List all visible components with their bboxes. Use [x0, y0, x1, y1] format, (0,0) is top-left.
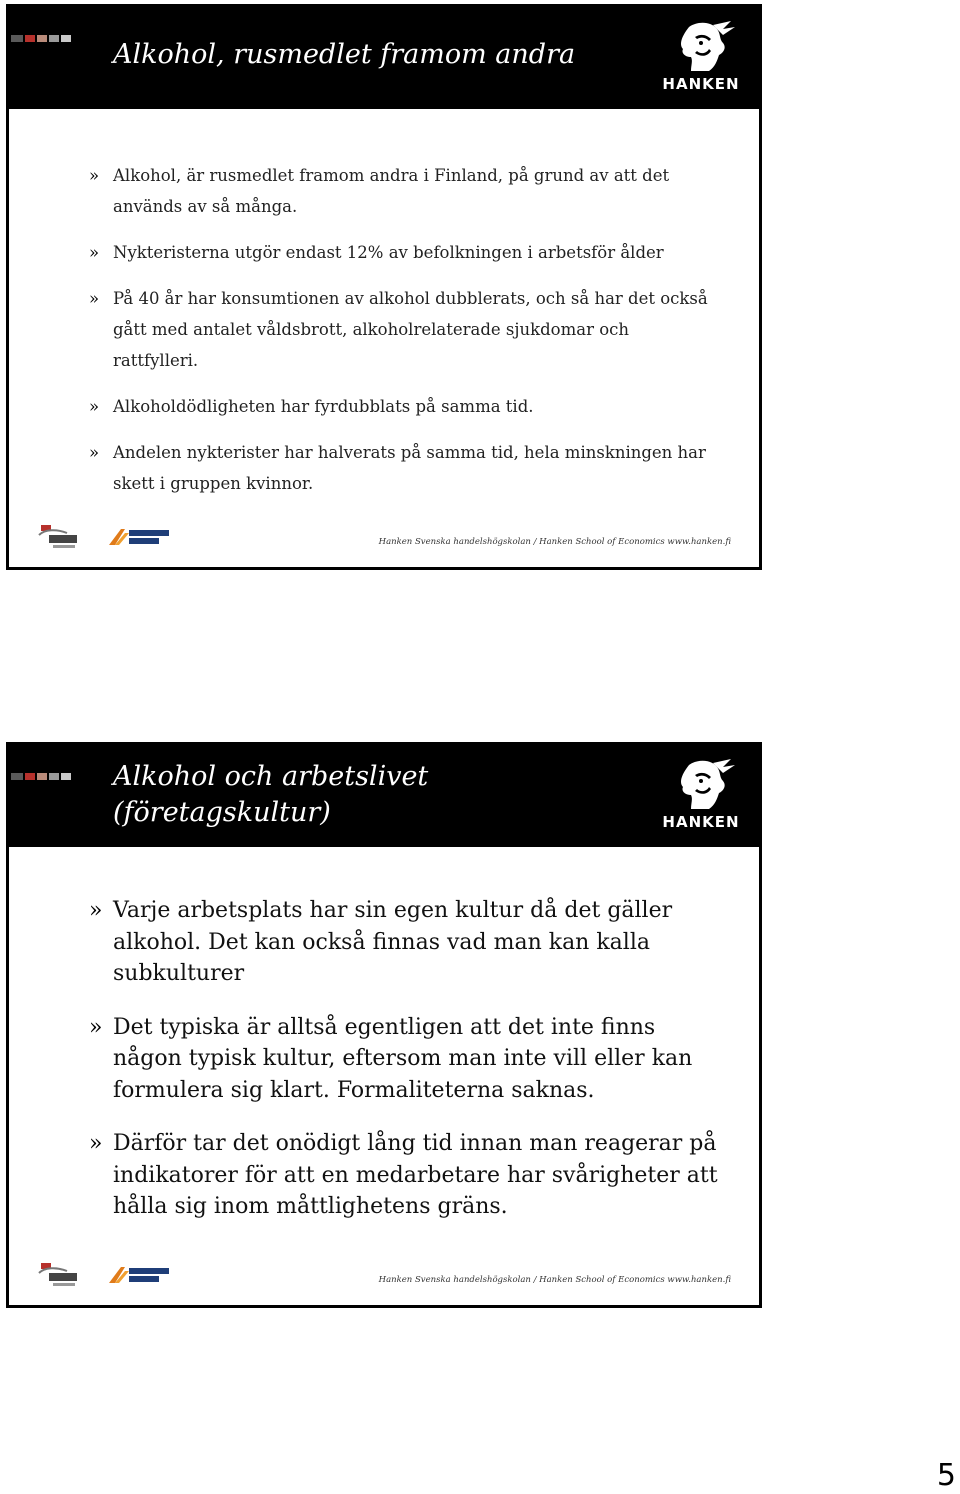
bullet-text: Alkohol, är rusmedlet framom andra i Finland, på grund av att det används av så många. [113, 166, 670, 216]
bullet-text: Alkoholdödligheten har fyrdubblats på samma tid. [113, 397, 534, 416]
bullet-text: Nykteristerna utgör endast 12% av befolkningen i arbetsför ålder [113, 243, 664, 262]
list-item [89, 283, 709, 376]
list-item [89, 1012, 729, 1107]
list-item [89, 1128, 729, 1223]
footer-text: Hanken Svenska handelshögskolan / Hanken School of Economics www.hanken.fi [378, 1275, 731, 1285]
equis-accreditation-icon [37, 1259, 81, 1289]
slide-title [113, 759, 428, 831]
equis-accreditation-icon [37, 521, 81, 551]
bullet-text: Andelen nykterister har halverats på samma tid, hela minskningen har skett i gruppen kvinnor. [113, 443, 706, 493]
mercury-head-icon [661, 21, 741, 75]
amba-accreditation-icon [107, 525, 173, 549]
list-item [89, 895, 729, 990]
hanken-logo [661, 759, 741, 835]
title-line-2: (företagskultur) [113, 797, 331, 828]
mercury-head-icon [661, 759, 741, 813]
page-number: 5 [936, 1458, 956, 1493]
footer-text: Hanken Svenska handelshögskolan / Hanken School of Economics www.hanken.fi [378, 537, 731, 547]
slide-header [9, 745, 759, 847]
bullet-mark: » [89, 166, 100, 185]
slide-title: Alkohol, rusmedlet framom andra [113, 39, 576, 70]
slide-footer [9, 515, 759, 555]
bullet-list [89, 160, 709, 514]
amba-accreditation-icon [107, 1263, 173, 1287]
title-line-1: Alkohol och arbetslivet [113, 761, 429, 792]
bullet-list [89, 895, 729, 1245]
slide-footer [9, 1253, 759, 1293]
bullet-mark: » [89, 397, 100, 416]
slide-1 [6, 4, 762, 570]
bullet-text: På 40 år har konsumtionen av alkohol dubblerats, och så har det också gått med antalet våldsbrott, alkoholrelaterade sjukdomar och rattfylleri. [113, 289, 708, 370]
slide-2 [6, 742, 762, 1308]
bullet-text: Varje arbetsplats har sin egen kultur då det gäller alkohol. Det kan också finnas vad man kan kalla subkulturer [113, 898, 673, 986]
slide-header [9, 7, 759, 109]
bullet-mark: » [89, 1131, 103, 1156]
bullet-mark: » [89, 443, 100, 462]
list-item [89, 237, 709, 268]
list-item [89, 391, 709, 422]
list-item [89, 437, 709, 499]
hanken-logo [661, 21, 741, 97]
bullet-mark: » [89, 898, 103, 923]
logo-text: HANKEN [662, 813, 740, 831]
bullet-mark: » [89, 289, 100, 308]
bullet-text: Därför tar det onödigt lång tid innan man reagerar på indikatorer för att en medarbetare har svårigheter att hålla sig inom måttlighetens gräns. [113, 1131, 718, 1219]
color-stripe [11, 35, 75, 42]
color-stripe [11, 773, 75, 780]
logo-text: HANKEN [662, 75, 740, 93]
bullet-mark: » [89, 243, 100, 262]
bullet-text: Det typiska är alltså egentligen att det inte finns någon typisk kultur, eftersom man inte vill eller kan formulera sig klart. Formaliteterna saknas. [113, 1014, 693, 1103]
bullet-mark: » [89, 1014, 103, 1040]
list-item [89, 160, 709, 222]
